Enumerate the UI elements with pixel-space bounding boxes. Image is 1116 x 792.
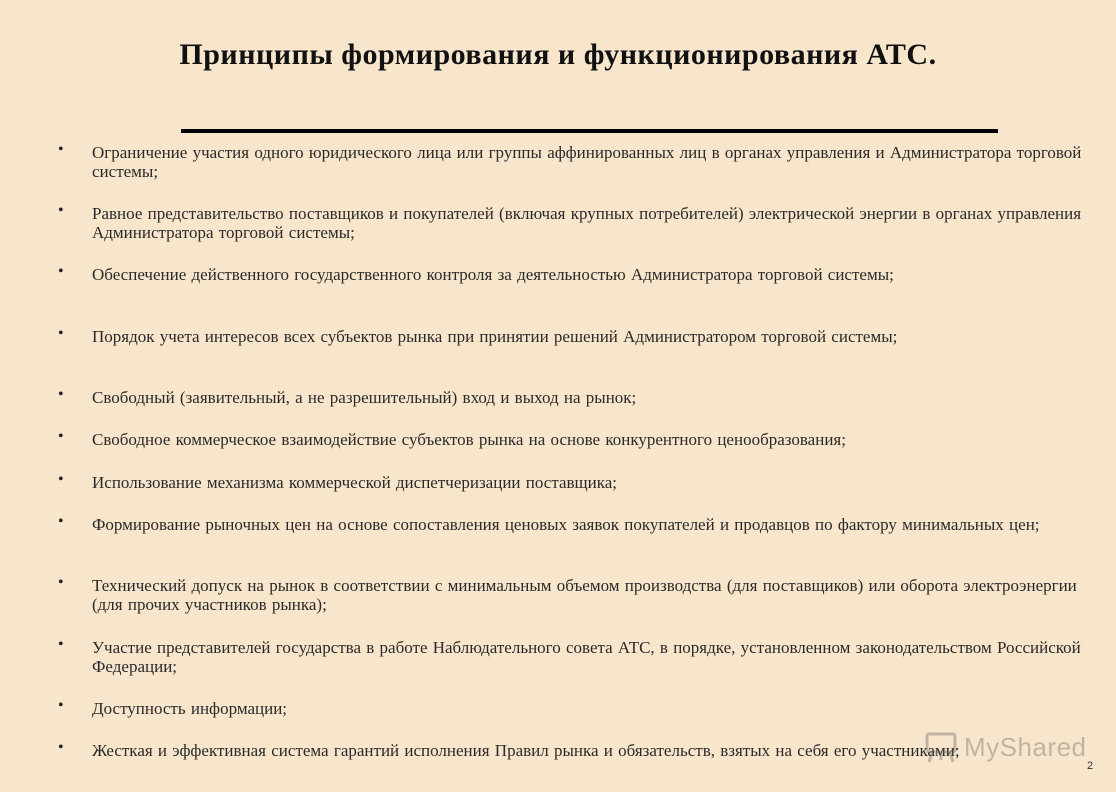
slide-title: Принципы формирования и функционирования АТС.: [179, 38, 937, 71]
list-item-text: Жесткая и эффективная система гарантий исполнения Правил рынка и обязательств, взятых на себя его участниками;: [92, 741, 960, 760]
title-underline: [181, 129, 998, 133]
list-item: [58, 143, 1088, 181]
bullet-icon: •: [58, 263, 64, 280]
list-item-text: Формирование рыночных цен на основе сопоставления ценовых заявок покупателей и продавцов по фактору минимальных цен;: [92, 515, 1040, 534]
bullet-icon: •: [58, 202, 64, 219]
list-item: [58, 388, 1088, 407]
list-item-text: Доступность информации;: [92, 699, 288, 718]
list-item: [58, 741, 1088, 760]
list-item: [58, 699, 1088, 718]
list-item: [58, 265, 1088, 284]
list-item-text: Свободное коммерческое взаимодействие субъектов рынка на основе конкурентного ценообразования;: [92, 430, 846, 449]
bullet-icon: •: [58, 471, 64, 488]
list-item-text: Порядок учета интересов всех субъектов рынка при принятии решений Администратором торговой системы;: [92, 327, 898, 346]
list-item-text: Свободный (заявительный, а не разрешительный) вход и выход на рынок;: [92, 388, 637, 407]
list-item: [58, 204, 1088, 242]
bullet-icon: •: [58, 739, 64, 756]
list-item-text: Технический допуск на рынок в соответствии с минимальным объемом производства (для поставщиков) или оборота электроэнергии (для прочих участников рынка);: [92, 576, 1077, 614]
watermark-text: MyShared: [964, 731, 1087, 762]
list-item: [58, 576, 1088, 614]
bullet-icon: •: [58, 428, 64, 445]
list-item-text: Равное представительство поставщиков и покупателей (включая крупных потребителей) электрической энергии в органах управления Администратора торговой системы;: [92, 204, 1082, 242]
bullet-icon: •: [58, 386, 64, 403]
page-number: 2: [1087, 760, 1094, 772]
list-item-text: Ограничение участия одного юридического лица или группы аффинированных лиц в органах управления и Администратора торговой системы;: [92, 143, 1082, 181]
bullet-icon: •: [58, 513, 64, 530]
list-item-text: Обеспечение действенного государственного контроля за деятельностью Администратора торговой системы;: [92, 265, 894, 284]
list-item-text: Использование механизма коммерческой диспетчеризации поставщика;: [92, 473, 618, 492]
bullet-icon: •: [58, 141, 64, 158]
bullet-icon: •: [58, 697, 64, 714]
list-item: [58, 473, 1088, 492]
bullet-icon: •: [58, 325, 64, 342]
bullet-icon: •: [58, 636, 64, 653]
bullet-icon: •: [58, 574, 64, 591]
list-item-text: Участие представителей государства в работе Наблюдательного совета АТС, в порядке, установленном законодательством Российской Федерации;: [92, 638, 1081, 676]
list-item: [58, 430, 1088, 449]
list-item: [58, 515, 1088, 534]
list-item: [58, 638, 1088, 676]
list-item: [58, 327, 1088, 346]
